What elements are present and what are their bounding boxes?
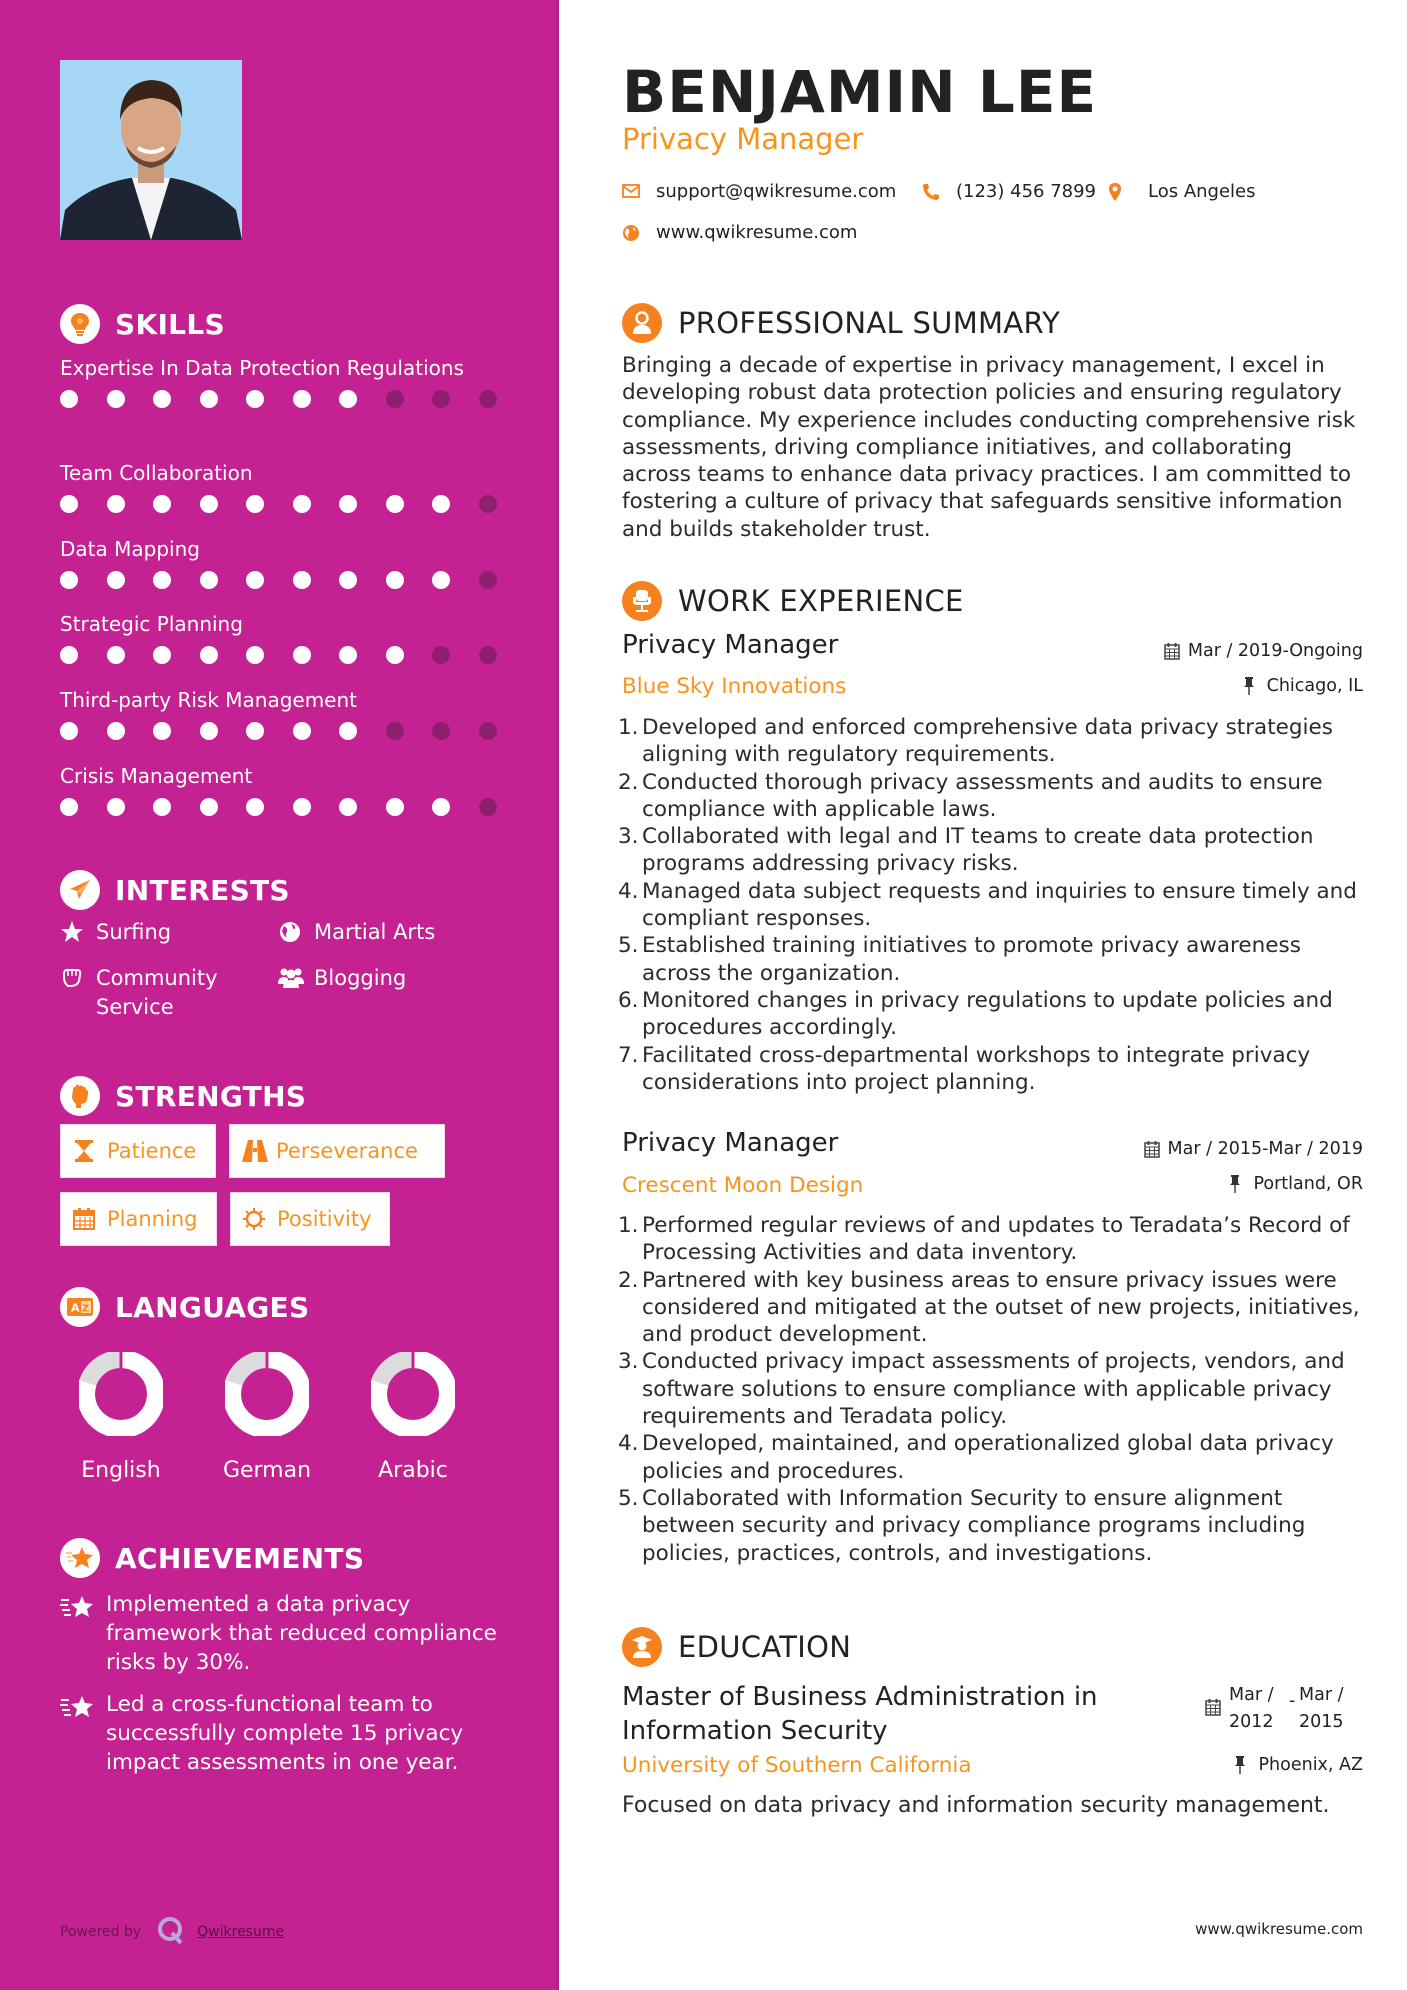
sidebar-edge	[556, 0, 559, 1990]
rating-dot	[386, 646, 404, 664]
language-donut-chart	[225, 1352, 309, 1436]
language-item	[51, 1352, 191, 1483]
interest-surfing: Surfing	[60, 918, 171, 947]
skill-item	[60, 762, 500, 817]
language-name: Arabic	[378, 1458, 448, 1483]
users-icon	[278, 966, 302, 990]
rating-dot	[479, 798, 497, 816]
translate-icon	[60, 1287, 100, 1327]
pushpin-icon	[1243, 677, 1259, 695]
road-icon	[242, 1140, 264, 1162]
rating-dot	[386, 798, 404, 816]
rating-dot	[107, 390, 125, 408]
rating-dot	[293, 722, 311, 740]
strength-patience: Patience	[60, 1124, 216, 1178]
rating-dot	[153, 646, 171, 664]
svg-text:Z: Z	[82, 1303, 90, 1315]
rating-dot	[200, 390, 218, 408]
skill-rating	[60, 721, 500, 741]
office-chair-icon	[622, 581, 662, 621]
bullet-text: Monitored changes in privacy regulations to update policies and procedures accordingly.	[642, 987, 1333, 1041]
bullet-item	[618, 1267, 1368, 1349]
rating-dot	[386, 571, 404, 589]
calendar-icon	[73, 1208, 95, 1230]
bullet-number: 2.	[618, 769, 639, 795]
company-name: Crescent Moon Design	[622, 1173, 864, 1198]
bullet-number: 1.	[618, 1213, 639, 1238]
rating-dot	[432, 571, 450, 589]
rating-dot	[60, 571, 78, 589]
calendar-icon	[1164, 642, 1180, 660]
rating-dot	[153, 390, 171, 408]
skill-rating	[60, 570, 500, 590]
rating-dot	[60, 390, 78, 408]
bullet-number: 2.	[618, 1267, 639, 1293]
interest-blogging: Blogging	[278, 964, 406, 993]
bullet-item	[618, 1212, 1368, 1267]
rating-dot	[200, 722, 218, 740]
bullet-text: Facilitated cross-departmental workshops to integrate privacy considerations into project planning.	[642, 1042, 1311, 1095]
education-location: Phoenix, AZ	[1234, 1755, 1363, 1775]
education-start: Mar / 2012	[1229, 1685, 1274, 1732]
rating-dot	[153, 722, 171, 740]
skill-rating	[60, 797, 500, 817]
candidate-name: BENJAMIN LEE	[622, 58, 1098, 126]
skill-rating	[60, 389, 500, 409]
rating-dot	[246, 571, 264, 589]
skill-item	[60, 610, 500, 665]
language-donut-chart	[371, 1352, 455, 1436]
contact-email[interactable]: support@qwikresume.com	[622, 181, 896, 202]
hourglass-icon	[73, 1140, 95, 1162]
bullet-number: 5.	[618, 1485, 639, 1511]
bullet-number: 3.	[618, 1349, 639, 1375]
language-name: German	[222, 1458, 312, 1483]
shooting-star-icon	[60, 1694, 94, 1720]
rating-dot	[432, 646, 450, 664]
job-dates: Mar / 2019-Ongoing	[1164, 641, 1363, 661]
rating-dot	[432, 390, 450, 408]
svg-text:A: A	[71, 1301, 80, 1315]
rating-dot	[432, 722, 450, 740]
bullet-number: 5.	[618, 933, 639, 959]
bullet-item	[618, 1430, 1368, 1485]
bullet-text: Performed regular reviews of and updates to Teradata’s Record of Processing Activities and data inventory.	[642, 1213, 1350, 1266]
job-title: Privacy Manager	[622, 1128, 839, 1158]
rating-dot	[153, 798, 171, 816]
rating-dot	[479, 495, 497, 513]
bullet-text: Established training initiatives to promote privacy awareness across the organization.	[642, 933, 1301, 986]
skill-name: Strategic Planning	[60, 612, 243, 636]
bullet-text: Conducted thorough privacy assessments and audits to ensure compliance with applicable laws.	[642, 769, 1323, 822]
skill-item	[60, 535, 500, 590]
school-name: University of Southern California	[622, 1753, 972, 1778]
strength-perseverance: Perseverance	[229, 1124, 445, 1178]
rating-dot	[386, 495, 404, 513]
bullet-item	[618, 1485, 1368, 1567]
rating-dot	[246, 798, 264, 816]
bullet-number: 4.	[618, 1431, 639, 1457]
rating-dot	[200, 798, 218, 816]
bullet-number: 3.	[618, 824, 639, 850]
bullet-text: Partnered with key business areas to ensure privacy issues were considered and mitigated at the outset of new projects, initiatives, and product development.	[642, 1267, 1360, 1348]
rating-dot	[60, 495, 78, 513]
skill-name: Team Collaboration	[60, 461, 253, 485]
experience-section-title: WORK EXPERIENCE	[622, 581, 964, 621]
interest-community-service: Community Service	[60, 964, 260, 1022]
job-location: Chicago, IL	[1243, 676, 1363, 696]
bullet-item	[618, 823, 1368, 878]
rating-dot	[293, 571, 311, 589]
fist-icon	[60, 966, 84, 990]
bullet-number: 7.	[618, 1042, 639, 1068]
bullet-item	[618, 878, 1368, 933]
rating-dot	[479, 722, 497, 740]
lightbulb-icon	[60, 304, 100, 344]
powered-by: Powered by Qwikresume	[60, 1915, 284, 1949]
bullet-text: Developed and enforced comprehensive data privacy strategies aligning with regulatory requirements.	[642, 715, 1333, 768]
contact-phone[interactable]: (123) 456 7899	[922, 181, 1096, 202]
bullet-item	[618, 987, 1368, 1042]
rating-dot	[153, 571, 171, 589]
strengths-section-title: STRENGTHS	[60, 1076, 306, 1116]
rating-dot	[107, 495, 125, 513]
summary-section-title: PROFESSIONAL SUMMARY	[622, 303, 1060, 343]
envelope-icon	[622, 183, 640, 201]
pushpin-icon	[1234, 1756, 1250, 1774]
rating-dot	[246, 390, 264, 408]
rating-dot	[386, 390, 404, 408]
rating-dot	[60, 798, 78, 816]
rating-dot	[246, 722, 264, 740]
rating-dot	[432, 495, 450, 513]
raised-fist-icon	[60, 1076, 100, 1116]
calendar-icon	[1205, 1698, 1221, 1716]
summary-text: Bringing a decade of expertise in privacy management, I excel in developing robust data protection policies and ensuring regulatory compliance. My experience includes conducting comprehensive risk assessments, driving compliance initiatives, and collaborating across teams to enhance data privacy practices. I am committed to fostering a culture of privacy that safeguards sensitive information and builds stakeholder trust.	[622, 353, 1356, 542]
company-name: Blue Sky Innovations	[622, 674, 847, 699]
rating-dot	[107, 571, 125, 589]
rating-dot	[153, 495, 171, 513]
sun-icon	[243, 1208, 265, 1230]
rating-dot	[293, 798, 311, 816]
rating-dot	[200, 646, 218, 664]
bullet-text: Conducted privacy impact assessments of projects, vendors, and software solutions to ensure compliance with applicable privacy requirements and Teradata policy.	[642, 1349, 1345, 1430]
job-bullets	[618, 714, 1368, 1096]
pushpin-icon	[1229, 1175, 1245, 1193]
rating-dot	[479, 571, 497, 589]
bullet-number: 6.	[618, 987, 639, 1013]
skill-item	[60, 459, 500, 514]
rating-dot	[479, 646, 497, 664]
job-title: Privacy Manager	[622, 630, 839, 660]
skill-item	[60, 354, 500, 409]
star-badge-icon	[60, 1538, 100, 1578]
contact-location: Los Angeles	[1108, 181, 1256, 202]
qwikresume-link[interactable]: Qwikresume	[197, 1924, 285, 1940]
language-donut-chart	[79, 1352, 163, 1436]
strength-planning: Planning	[60, 1192, 217, 1246]
rating-dot	[200, 495, 218, 513]
job-dates: Mar / 2015-Mar / 2019	[1144, 1139, 1363, 1159]
rating-dot	[293, 495, 311, 513]
rating-dot	[432, 798, 450, 816]
job-location: Portland, OR	[1229, 1174, 1363, 1194]
bullet-item	[618, 1348, 1368, 1430]
footer-url[interactable]: www.qwikresume.com	[1195, 1920, 1363, 1938]
rating-dot	[339, 495, 357, 513]
calendar-icon	[1144, 1140, 1160, 1158]
qwikresume-logo-icon	[157, 1915, 185, 1949]
skill-name: Data Mapping	[60, 537, 200, 561]
rating-dot	[339, 798, 357, 816]
interests-section-title: INTERESTS	[60, 870, 290, 910]
rating-dot	[246, 646, 264, 664]
rating-dot	[107, 798, 125, 816]
user-icon	[622, 303, 662, 343]
shooting-star-icon	[60, 1594, 94, 1620]
candidate-title: Privacy Manager	[622, 122, 864, 156]
contact-website[interactable]: www.qwikresume.com	[622, 222, 857, 243]
education-description: Focused on data privacy and information security management.	[622, 1793, 1330, 1818]
rating-dot	[386, 722, 404, 740]
bullet-text: Collaborated with Information Security to ensure alignment between security and privacy compliance programs including policies, practices, controls, and investigations.	[642, 1485, 1306, 1566]
achievement-item: Led a cross-functional team to successfully complete 15 privacy impact assessments in one year.	[60, 1690, 500, 1777]
bullet-number: 4.	[618, 878, 639, 904]
profile-photo	[60, 60, 242, 240]
bullet-item	[618, 769, 1368, 824]
rating-dot	[339, 646, 357, 664]
rating-dot	[107, 722, 125, 740]
bullet-number: 1.	[618, 715, 639, 740]
skill-rating	[60, 645, 500, 665]
phone-icon	[922, 183, 940, 201]
map-pin-icon	[1108, 183, 1126, 201]
globe-icon	[278, 920, 302, 944]
education-dates: Mar / 2012 - Mar / 2015	[1205, 1682, 1359, 1736]
bullet-text: Managed data subject requests and inquiries to ensure timely and compliant responses.	[642, 878, 1357, 932]
achievements-section-title: ACHIEVEMENTS	[60, 1538, 364, 1578]
rating-dot	[107, 646, 125, 664]
language-name: English	[81, 1458, 161, 1483]
rating-dot	[479, 390, 497, 408]
rating-dot	[293, 646, 311, 664]
rating-dot	[60, 646, 78, 664]
achievement-item: Implemented a data privacy framework that reduced compliance risks by 30%.	[60, 1590, 500, 1677]
bullet-item	[618, 932, 1368, 987]
rating-dot	[246, 495, 264, 513]
education-section-title: EDUCATION	[622, 1627, 851, 1667]
rating-dot	[60, 722, 78, 740]
skill-name: Expertise In Data Protection Regulations	[60, 356, 464, 380]
rating-dot	[293, 390, 311, 408]
degree-title: Master of Business Administration in Information Security	[622, 1682, 1098, 1746]
paper-plane-icon	[60, 870, 100, 910]
skill-rating	[60, 494, 500, 514]
rating-dot	[339, 390, 357, 408]
skills-section-title: SKILLS	[60, 304, 225, 344]
rating-dot	[339, 571, 357, 589]
graduate-icon	[622, 1627, 662, 1667]
job-bullets	[618, 1212, 1368, 1567]
education-end: Mar / 2015	[1299, 1685, 1344, 1732]
star-icon	[60, 920, 84, 944]
strength-positivity: Positivity	[230, 1192, 390, 1246]
globe-icon	[622, 224, 640, 242]
languages-section-title: A Z LANGUAGES	[60, 1287, 309, 1327]
skill-name: Third-party Risk Management	[60, 688, 358, 712]
language-item	[197, 1352, 337, 1483]
bullet-text: Developed, maintained, and operationalized global data privacy policies and procedures.	[642, 1431, 1334, 1484]
skill-name: Crisis Management	[60, 764, 253, 788]
bullet-text: Collaborated with legal and IT teams to create data protection programs addressing privacy risks.	[642, 824, 1314, 877]
rating-dot	[339, 722, 357, 740]
interest-martial-arts: Martial Arts	[278, 918, 435, 947]
bullet-item	[618, 1042, 1368, 1097]
bullet-item	[618, 714, 1368, 769]
rating-dot	[200, 571, 218, 589]
skill-item	[60, 686, 500, 741]
language-item	[343, 1352, 483, 1483]
